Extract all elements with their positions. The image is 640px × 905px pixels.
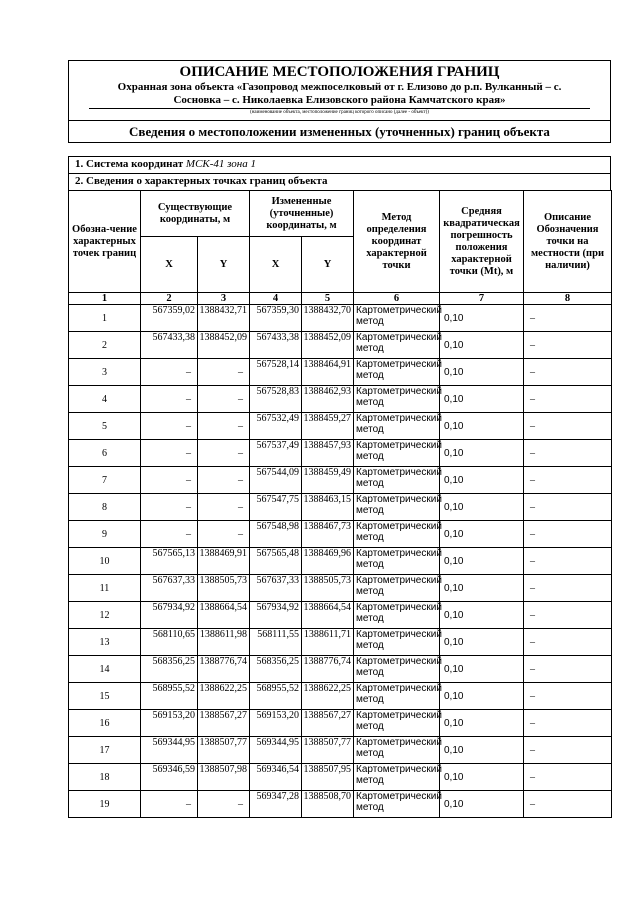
- changed-y: 1388508,70: [302, 791, 354, 818]
- existing-y: 1388611,98: [198, 629, 250, 656]
- column-number: 3: [198, 293, 250, 305]
- existing-y: 1388469,91: [198, 548, 250, 575]
- existing-x: –: [141, 467, 198, 494]
- point-number: 4: [69, 386, 141, 413]
- column-number: 7: [440, 293, 524, 305]
- point-number: 7: [69, 467, 141, 494]
- table-row: [69, 440, 612, 467]
- changed-y: 1388462,93: [302, 386, 354, 413]
- method: Картометрический метод: [354, 440, 440, 467]
- header-y-existing: Y: [198, 237, 250, 293]
- sections-block: [68, 156, 611, 191]
- method: Картометрический метод: [354, 413, 440, 440]
- error-value: 0,10: [440, 359, 524, 386]
- existing-y: 1388622,25: [198, 683, 250, 710]
- changed-x: 568111,55: [250, 629, 302, 656]
- header-error: Средняя квадратическая погрешность положения характерной точки (Mt), м: [440, 191, 524, 293]
- header-method: Метод определения координат характерной точки: [354, 191, 440, 293]
- existing-y: –: [198, 386, 250, 413]
- point-description: –: [524, 683, 612, 710]
- method: Картометрический метод: [354, 467, 440, 494]
- existing-y: –: [198, 359, 250, 386]
- point-number: 13: [69, 629, 141, 656]
- changed-y: 1388567,27: [302, 710, 354, 737]
- error-value: 0,10: [440, 440, 524, 467]
- column-number: 6: [354, 293, 440, 305]
- point-number: 18: [69, 764, 141, 791]
- existing-y: 1388776,74: [198, 656, 250, 683]
- changed-y: 1388459,27: [302, 413, 354, 440]
- column-number: 4: [250, 293, 302, 305]
- point-number: 1: [69, 305, 141, 332]
- point-description: –: [524, 494, 612, 521]
- table-row: [69, 710, 612, 737]
- changed-x: 567433,38: [250, 332, 302, 359]
- changed-x: 567637,33: [250, 575, 302, 602]
- existing-x: 567637,33: [141, 575, 198, 602]
- method: Картометрический метод: [354, 737, 440, 764]
- existing-x: 567433,38: [141, 332, 198, 359]
- point-number: 14: [69, 656, 141, 683]
- changed-y: 1388464,91: [302, 359, 354, 386]
- existing-x: 568955,52: [141, 683, 198, 710]
- point-description: –: [524, 575, 612, 602]
- header-point-designation: Обозна-чение характерных точек границ: [69, 191, 141, 293]
- existing-x: 568110,65: [141, 629, 198, 656]
- table-row: [69, 305, 612, 332]
- table-row: [69, 332, 612, 359]
- existing-y: 1388505,73: [198, 575, 250, 602]
- changed-x: 569153,20: [250, 710, 302, 737]
- point-description: –: [524, 764, 612, 791]
- existing-y: 1388432,71: [198, 305, 250, 332]
- table-row: [69, 413, 612, 440]
- object-caption: (наименование объекта, местоположение границ которого описано (далее - объект)): [250, 110, 429, 115]
- point-description: –: [524, 440, 612, 467]
- header-block: [69, 61, 610, 121]
- header-existing-coords: Существующие координаты, м: [141, 191, 250, 237]
- changed-y: 1388507,77: [302, 737, 354, 764]
- section1-value: МСК-41 зона 1: [185, 158, 256, 170]
- existing-x: –: [141, 413, 198, 440]
- method: Картометрический метод: [354, 602, 440, 629]
- section-points-heading: [69, 174, 610, 191]
- point-number: 15: [69, 683, 141, 710]
- changed-x: 569347,28: [250, 791, 302, 818]
- section2-label: 2. Сведения о характерных точках границ объекта: [75, 175, 328, 187]
- existing-y: –: [198, 413, 250, 440]
- point-description: –: [524, 305, 612, 332]
- method: Картометрический метод: [354, 359, 440, 386]
- table-row: [69, 521, 612, 548]
- section1-label: 1. Система координат: [75, 158, 184, 170]
- error-value: 0,10: [440, 305, 524, 332]
- changed-x: 567537,49: [250, 440, 302, 467]
- points-table: [68, 190, 612, 818]
- changed-x: 568955,52: [250, 683, 302, 710]
- object-name-line2: Сосновка – с. Николаевка Елизовского района Камчатского края»: [173, 94, 506, 106]
- table-row: [69, 629, 612, 656]
- changed-x: 567359,30: [250, 305, 302, 332]
- column-number: 5: [302, 293, 354, 305]
- error-value: 0,10: [440, 683, 524, 710]
- changed-y: 1388505,73: [302, 575, 354, 602]
- changed-y: 1388622,25: [302, 683, 354, 710]
- changed-x: 567934,92: [250, 602, 302, 629]
- changed-x: 568356,25: [250, 656, 302, 683]
- point-description: –: [524, 710, 612, 737]
- error-value: 0,10: [440, 332, 524, 359]
- table-row: [69, 764, 612, 791]
- point-number: 5: [69, 413, 141, 440]
- method: Картометрический метод: [354, 521, 440, 548]
- existing-y: –: [198, 467, 250, 494]
- header-y-changed: Y: [302, 237, 354, 293]
- existing-x: 567934,92: [141, 602, 198, 629]
- table-row: [69, 791, 612, 818]
- changed-x: 567528,14: [250, 359, 302, 386]
- changed-y: 1388457,93: [302, 440, 354, 467]
- changed-y: 1388432,70: [302, 305, 354, 332]
- error-value: 0,10: [440, 602, 524, 629]
- changed-x: 567547,75: [250, 494, 302, 521]
- error-value: 0,10: [440, 521, 524, 548]
- changed-y: 1388463,15: [302, 494, 354, 521]
- method: Картометрический метод: [354, 305, 440, 332]
- table-row: [69, 656, 612, 683]
- existing-y: –: [198, 494, 250, 521]
- table-row: [69, 575, 612, 602]
- error-value: 0,10: [440, 629, 524, 656]
- changed-x: 567565,48: [250, 548, 302, 575]
- point-number: 3: [69, 359, 141, 386]
- table-row: [69, 494, 612, 521]
- error-value: 0,10: [440, 548, 524, 575]
- header-description: Описание Обозначения точки на местности (при наличии): [524, 191, 612, 293]
- section-coordinate-system: [69, 157, 610, 174]
- column-number: 1: [69, 293, 141, 305]
- point-number: 16: [69, 710, 141, 737]
- existing-x: 569346,59: [141, 764, 198, 791]
- error-value: 0,10: [440, 467, 524, 494]
- error-value: 0,10: [440, 575, 524, 602]
- method: Картометрический метод: [354, 494, 440, 521]
- table-row: [69, 359, 612, 386]
- point-description: –: [524, 413, 612, 440]
- existing-x: –: [141, 386, 198, 413]
- point-description: –: [524, 548, 612, 575]
- existing-x: 567359,02: [141, 305, 198, 332]
- table-row: [69, 602, 612, 629]
- changed-y: 1388664,54: [302, 602, 354, 629]
- table-row: [69, 548, 612, 575]
- changed-x: 567548,98: [250, 521, 302, 548]
- method: Картометрический метод: [354, 575, 440, 602]
- existing-y: 1388567,27: [198, 710, 250, 737]
- existing-x: 569344,95: [141, 737, 198, 764]
- method: Картометрический метод: [354, 710, 440, 737]
- error-value: 0,10: [440, 386, 524, 413]
- point-description: –: [524, 332, 612, 359]
- point-description: –: [524, 656, 612, 683]
- point-description: –: [524, 791, 612, 818]
- point-number: 10: [69, 548, 141, 575]
- existing-x: –: [141, 494, 198, 521]
- changed-x: 569346,54: [250, 764, 302, 791]
- changed-y: 1388469,96: [302, 548, 354, 575]
- existing-y: –: [198, 521, 250, 548]
- point-number: 9: [69, 521, 141, 548]
- point-number: 17: [69, 737, 141, 764]
- column-number: 8: [524, 293, 612, 305]
- table-row: [69, 467, 612, 494]
- column-number: 2: [141, 293, 198, 305]
- point-number: 11: [69, 575, 141, 602]
- point-description: –: [524, 629, 612, 656]
- error-value: 0,10: [440, 656, 524, 683]
- existing-x: 567565,13: [141, 548, 198, 575]
- header-changed-coords: Измененные (уточненные) координаты, м: [250, 191, 354, 237]
- existing-y: –: [198, 440, 250, 467]
- existing-y: 1388452,09: [198, 332, 250, 359]
- changed-y: 1388776,74: [302, 656, 354, 683]
- changed-y: 1388467,73: [302, 521, 354, 548]
- existing-y: –: [198, 791, 250, 818]
- point-number: 12: [69, 602, 141, 629]
- error-value: 0,10: [440, 710, 524, 737]
- points-table-body: [69, 305, 612, 818]
- header-x-changed: X: [250, 237, 302, 293]
- changed-x: 567528,83: [250, 386, 302, 413]
- point-description: –: [524, 359, 612, 386]
- point-description: –: [524, 386, 612, 413]
- changed-y: 1388452,09: [302, 332, 354, 359]
- error-value: 0,10: [440, 764, 524, 791]
- changed-y: 1388611,71: [302, 629, 354, 656]
- method: Картометрический метод: [354, 683, 440, 710]
- method: Картометрический метод: [354, 386, 440, 413]
- error-value: 0,10: [440, 791, 524, 818]
- existing-x: 569153,20: [141, 710, 198, 737]
- table-row: [69, 386, 612, 413]
- page-title: ОПИСАНИЕ МЕСТОПОЛОЖЕНИЯ ГРАНИЦ: [179, 64, 500, 80]
- existing-y: 1388507,77: [198, 737, 250, 764]
- point-description: –: [524, 737, 612, 764]
- object-name-line1: Охранная зона объекта «Газопровод межпоселковый от г. Елизово до р.п. Вулканный – с.: [117, 81, 562, 93]
- point-number: 2: [69, 332, 141, 359]
- method: Картометрический метод: [354, 791, 440, 818]
- changed-x: 567532,49: [250, 413, 302, 440]
- point-number: 19: [69, 791, 141, 818]
- point-description: –: [524, 521, 612, 548]
- existing-x: 568356,25: [141, 656, 198, 683]
- point-number: 8: [69, 494, 141, 521]
- existing-x: –: [141, 440, 198, 467]
- changed-x: 567544,09: [250, 467, 302, 494]
- changed-y: 1388459,49: [302, 467, 354, 494]
- point-description: –: [524, 467, 612, 494]
- table-row: [69, 683, 612, 710]
- column-number-row: [69, 293, 612, 305]
- table-row: [69, 737, 612, 764]
- error-value: 0,10: [440, 494, 524, 521]
- header-x-existing: X: [141, 237, 198, 293]
- point-number: 6: [69, 440, 141, 467]
- changed-y: 1388507,95: [302, 764, 354, 791]
- existing-x: –: [141, 791, 198, 818]
- existing-y: 1388664,54: [198, 602, 250, 629]
- existing-x: –: [141, 359, 198, 386]
- method: Картометрический метод: [354, 656, 440, 683]
- method: Картометрический метод: [354, 764, 440, 791]
- method: Картометрический метод: [354, 332, 440, 359]
- section-subtitle: Сведения о местоположении измененных (уточненных) границ объекта: [129, 124, 550, 139]
- error-value: 0,10: [440, 413, 524, 440]
- error-value: 0,10: [440, 737, 524, 764]
- point-description: –: [524, 602, 612, 629]
- method: Картометрический метод: [354, 629, 440, 656]
- existing-x: –: [141, 521, 198, 548]
- existing-y: 1388507,98: [198, 764, 250, 791]
- method: Картометрический метод: [354, 548, 440, 575]
- document-header: [68, 60, 611, 143]
- changed-x: 569344,95: [250, 737, 302, 764]
